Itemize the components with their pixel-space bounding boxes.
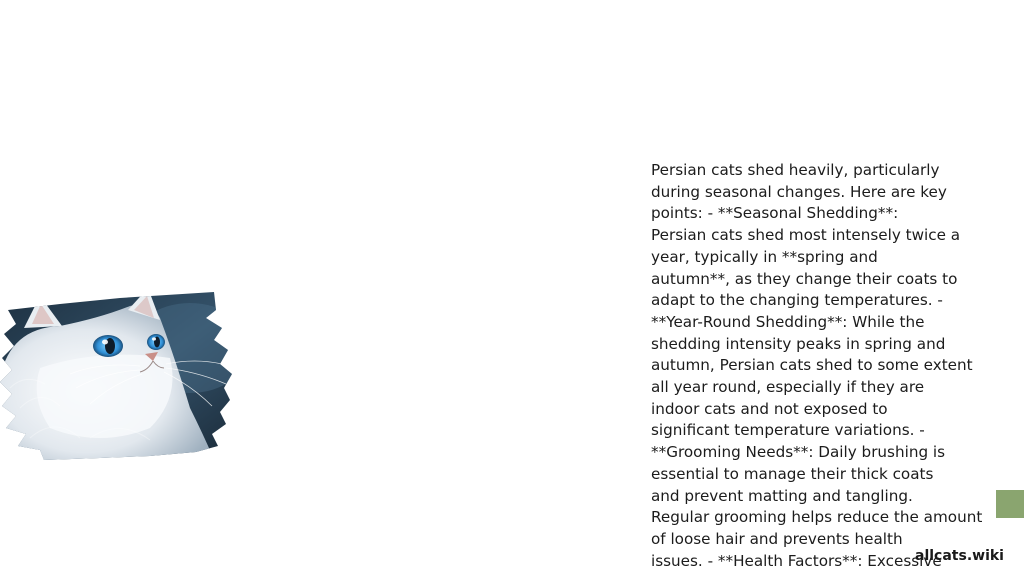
- site-logo-text[interactable]: allcats.wiki: [915, 548, 1004, 564]
- article-text: Persian cats shed heavily, particularly during seasonal changes. Here are key points: - **Seasonal Shedding**: Persian cats shed most intensely twice a year, typically in **spring and autumn**, as they change their coats to adapt to the changing temperatures. - **Year-Round Shedding**: While the shedding intensity peaks in spring and autumn, Persian cats shed to some extent all year round, especially if they are indoor cats and not exposed to significant temperature variations. - **Grooming Needs**: Daily brushing is essential to manage their thick coats and prevent matting and tangling. Regular grooming helps reduce the amount of loose hair and prevents health issues. - **Health Factors**: Excessive: [651, 161, 983, 570]
- white-persian-cat-photo: [0, 288, 234, 462]
- accent-square: [996, 490, 1024, 518]
